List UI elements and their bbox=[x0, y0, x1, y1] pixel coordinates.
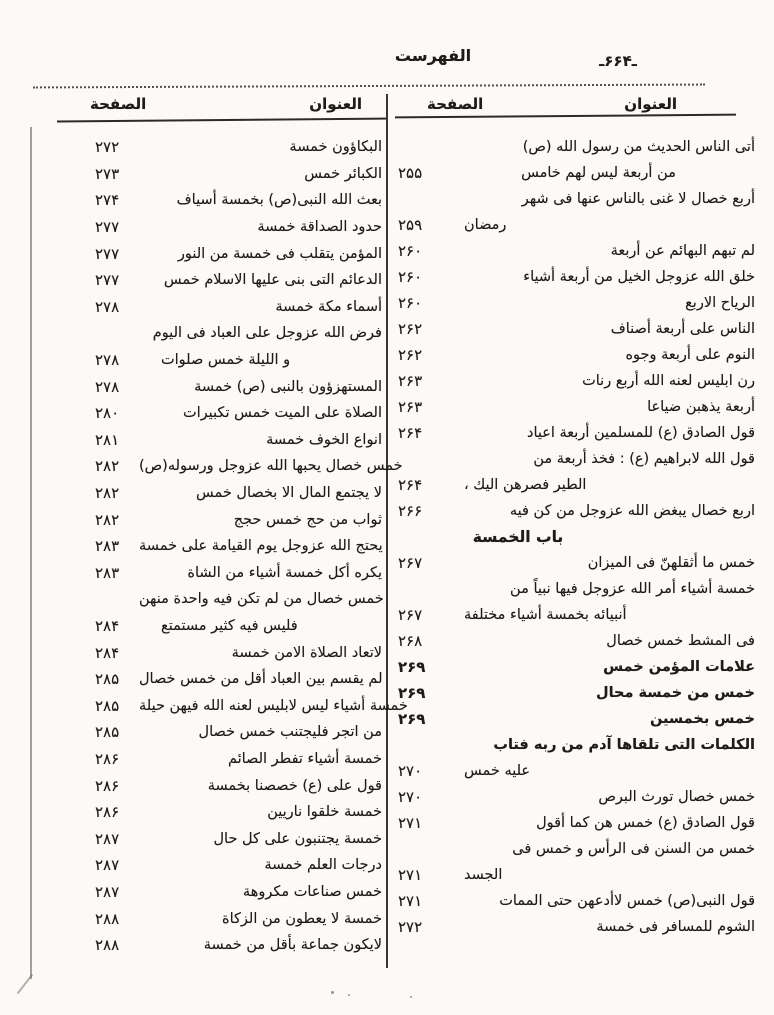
index-row bbox=[393, 498, 763, 524]
index-row bbox=[38, 187, 388, 214]
left-margin-hook-mark bbox=[17, 974, 33, 994]
index-row bbox=[38, 825, 388, 852]
row-page-number: ۲۶۰ bbox=[398, 268, 423, 286]
row-title: عليه خمس bbox=[464, 763, 531, 779]
row-title: رن ابليس لعنه الله أربع رنات bbox=[582, 373, 755, 389]
row-title: خمسة أشياء ليس لابليس لعنه الله فيهن حيلة bbox=[139, 697, 408, 714]
row-title: من اتجر فليجتنب خمس خصال bbox=[198, 724, 382, 741]
row-title: يحتج الله عزوجل يوم القيامة على خمسة bbox=[139, 538, 383, 555]
index-row bbox=[393, 368, 763, 394]
row-title: درجات العلم خمسة bbox=[264, 857, 382, 874]
row-title: قول الله لابراهيم (ع) : فخذ أربعة من bbox=[533, 451, 755, 467]
index-row bbox=[38, 560, 388, 587]
rows-container bbox=[38, 118, 408, 958]
index-row bbox=[393, 472, 763, 498]
index-row bbox=[393, 810, 763, 836]
index-row bbox=[393, 186, 763, 212]
row-title: لايكون جماعة بأقل من خمسة bbox=[203, 937, 382, 954]
index-row bbox=[393, 862, 763, 888]
row-page-number: ۲۶۳ bbox=[398, 372, 423, 390]
row-title: ثواب من حج خمس حجج bbox=[233, 511, 382, 528]
row-page-number: ۲۶۰ bbox=[398, 294, 423, 312]
row-page-number: ۲۶۹ bbox=[398, 684, 426, 702]
index-row bbox=[38, 613, 388, 640]
index-row bbox=[393, 212, 763, 238]
index-row bbox=[393, 732, 763, 758]
row-page-number: ۲۸۵ bbox=[95, 723, 120, 742]
row-title: خمس خصال من لم تكن فيه واحدة منهن bbox=[139, 591, 384, 608]
row-page-number: ۲۷۲ bbox=[95, 138, 120, 157]
column-header bbox=[393, 90, 763, 118]
index-column-left bbox=[38, 90, 408, 958]
row-page-number: ۲۷۸ bbox=[95, 351, 120, 370]
row-title: البكاؤون خمسة bbox=[289, 139, 382, 156]
index-row bbox=[38, 427, 388, 454]
row-title: لم تبهم البهائم عن أربعة bbox=[610, 243, 755, 259]
index-row bbox=[38, 533, 388, 560]
index-row bbox=[393, 342, 763, 368]
row-title: فرض الله عزوجل على العباد فى اليوم bbox=[152, 325, 382, 342]
row-page-number: ۲۵۹ bbox=[398, 216, 423, 234]
row-page-number: ۲۸۶ bbox=[95, 776, 120, 795]
row-page-number: ۲۷۳ bbox=[95, 164, 120, 183]
index-title: الفهرست bbox=[394, 46, 472, 65]
row-page-number: ۲۷۲ bbox=[398, 918, 423, 936]
row-title: أربعة يذهبن ضياعا bbox=[647, 399, 755, 415]
index-row bbox=[38, 692, 408, 719]
row-page-number: ۲۷۰ bbox=[398, 788, 423, 806]
row-page-number: ۲۷۷ bbox=[95, 218, 120, 237]
row-page-number: ۲۸۷ bbox=[95, 856, 120, 875]
row-title: فى المشط خمس خصال bbox=[606, 633, 755, 649]
row-page-number: ۲۶۷ bbox=[398, 606, 423, 624]
row-title: و الليلة خمس صلوات bbox=[161, 352, 291, 369]
row-title: أسماء مكة خمسة bbox=[275, 298, 382, 315]
index-row bbox=[393, 264, 763, 290]
row-page-number: ۲۶۴ bbox=[398, 424, 423, 442]
row-title: المستهزؤون بالنبى (ص) خمسة bbox=[194, 378, 382, 395]
row-page-number: ۲۸۷ bbox=[95, 882, 120, 901]
index-row bbox=[393, 446, 763, 472]
index-row bbox=[38, 480, 388, 507]
index-row bbox=[393, 914, 763, 940]
row-title: الدعائم التى بنى عليها الاسلام خمس bbox=[163, 272, 382, 289]
row-title: فليس فيه كثير مستمتع bbox=[161, 617, 298, 634]
left-margin-rule bbox=[30, 127, 32, 979]
row-page-number: ۲۷۱ bbox=[398, 814, 423, 832]
row-page-number: ۲۸۷ bbox=[95, 829, 120, 848]
index-row bbox=[393, 576, 763, 602]
row-page-number: ۲۶۹ bbox=[398, 710, 426, 728]
row-title: يكره أكل خمسة أشياء من الشاة bbox=[187, 564, 382, 581]
row-title: النوم على أربعة وجوه bbox=[625, 347, 755, 363]
row-page-number: ۲۷۴ bbox=[95, 191, 120, 210]
row-page-number: ۲۶۲ bbox=[398, 346, 423, 364]
row-title: أتى الناس الحديث من رسول الله (ص) bbox=[522, 139, 755, 155]
index-row bbox=[38, 799, 388, 826]
row-title: قول الصادق (ع) خمس هن كما أقول bbox=[536, 815, 755, 831]
row-title: قول على (ع) خصصنا بخمسة bbox=[207, 777, 382, 794]
index-row bbox=[38, 772, 388, 799]
index-row bbox=[38, 320, 388, 347]
row-title: الجسد bbox=[464, 867, 503, 883]
index-row bbox=[393, 654, 763, 680]
index-row bbox=[393, 628, 763, 654]
index-row bbox=[38, 852, 388, 879]
column-header-title: العنوان bbox=[624, 95, 677, 113]
index-row bbox=[38, 400, 388, 427]
index-row bbox=[393, 394, 763, 420]
row-title: المؤمن يتقلب فى خمسة من النور bbox=[177, 245, 382, 262]
row-title: الناس على أربعة أصناف bbox=[610, 321, 755, 337]
row-title: خمس خصال تورث البرص bbox=[598, 789, 755, 805]
row-title: لاتعاد الصلاة الامن خمسة bbox=[231, 644, 382, 661]
row-page-number: ۲۸۲ bbox=[95, 457, 120, 476]
row-title: علامات المؤمن خمس bbox=[603, 659, 755, 675]
row-page-number: ۲۸۵ bbox=[95, 696, 120, 715]
row-page-number: ۲۷۱ bbox=[398, 892, 423, 910]
row-title: انواع الخوف خمسة bbox=[266, 431, 382, 448]
row-title: خمس صناعات مكروهة bbox=[242, 883, 382, 900]
row-title: الكبائر خمس bbox=[304, 165, 382, 182]
row-page-number: ۲۸۶ bbox=[95, 749, 120, 768]
row-page-number: ۲۷۸ bbox=[95, 377, 120, 396]
row-title: الصلاة على الميت خمس تكبيرات bbox=[183, 405, 382, 422]
row-page-number: ۲۸۰ bbox=[95, 404, 120, 423]
row-page-number: ۲۸۳ bbox=[95, 537, 120, 556]
dotted-rule bbox=[33, 84, 705, 89]
row-page-number: ۲۸۱ bbox=[95, 430, 120, 449]
index-row bbox=[38, 666, 388, 693]
index-row bbox=[393, 706, 763, 732]
index-row bbox=[393, 602, 763, 628]
index-row bbox=[38, 453, 403, 480]
row-title: خمسة أشياء تفطر الصائم bbox=[227, 750, 382, 767]
row-title: لم يقسم بين العباد أقل من خمس خصال bbox=[139, 671, 383, 688]
row-title: حدود الصداقة خمسة bbox=[257, 219, 382, 236]
index-row bbox=[38, 373, 388, 400]
row-title: قول النبى(ص) خمس لاأدعهن حتى الممات bbox=[499, 893, 755, 909]
index-row bbox=[393, 238, 763, 264]
index-row bbox=[393, 888, 763, 914]
row-page-number: ۲۸۵ bbox=[95, 670, 120, 689]
page-number: ـ۶۶۴ـ bbox=[599, 52, 637, 70]
index-row bbox=[38, 134, 388, 161]
paper-speck bbox=[410, 996, 412, 998]
index-row bbox=[38, 161, 388, 188]
row-title: أنبيائه بخمسة أشياء مختلفة bbox=[464, 607, 627, 623]
index-row bbox=[38, 719, 388, 746]
index-row bbox=[38, 214, 388, 241]
row-title: خمس من خمسة محال bbox=[595, 685, 755, 701]
row-title: قول الصادق (ع) للمسلمين أربعة اعياد bbox=[526, 425, 755, 441]
row-title: الكلمات التى تلقاها آدم من ربه فتاب bbox=[493, 737, 755, 753]
row-title: لا يجتمع المال الا بخصال خمس bbox=[195, 485, 382, 502]
index-row bbox=[393, 680, 763, 706]
row-title: الشوم للمسافر فى خمسة bbox=[596, 919, 755, 935]
index-row bbox=[38, 506, 388, 533]
row-title: اربع خصال يبغض الله عزوجل من كن فيه bbox=[509, 503, 755, 519]
section-heading-row bbox=[393, 524, 763, 550]
section-heading: باب الخمسة bbox=[472, 528, 564, 546]
row-page-number: ۲۸۳ bbox=[95, 563, 120, 582]
row-page-number: ۲۷۷ bbox=[95, 244, 120, 263]
row-page-number: ۲۸۶ bbox=[95, 803, 120, 822]
index-row bbox=[393, 316, 763, 342]
column-header-page: الصفحة bbox=[90, 95, 147, 113]
index-row bbox=[393, 784, 763, 810]
index-row bbox=[393, 134, 763, 160]
row-title: أربع خصال لا غنى بالناس عنها فى شهر bbox=[521, 191, 755, 207]
row-title: خمسة لا يعطون من الزكاة bbox=[222, 910, 382, 927]
column-header bbox=[38, 90, 388, 118]
row-page-number: ۲۶۶ bbox=[398, 502, 423, 520]
row-page-number: ۲۶۲ bbox=[398, 320, 423, 338]
index-row bbox=[38, 267, 388, 294]
row-page-number: ۲۸۸ bbox=[95, 936, 120, 955]
index-row bbox=[393, 550, 763, 576]
index-row bbox=[38, 294, 388, 321]
index-row bbox=[38, 746, 388, 773]
row-page-number: ۲۸۲ bbox=[95, 484, 120, 503]
row-title: خمس من السنن فى الرأس و خمس فى bbox=[512, 841, 755, 857]
row-title: خمس خصال يحبها الله عزوجل ورسوله(ص) bbox=[139, 458, 403, 475]
index-row bbox=[393, 420, 763, 446]
row-page-number: ۲۶۳ bbox=[398, 398, 423, 416]
row-page-number: ۲۷۱ bbox=[398, 866, 423, 884]
row-page-number: ۲۷۰ bbox=[398, 762, 423, 780]
row-page-number: ۲۶۰ bbox=[398, 242, 423, 260]
row-title: خمسة أشياء أمر الله عزوجل فيها نبياً من bbox=[510, 581, 755, 597]
row-page-number: ۲۸۸ bbox=[95, 909, 120, 928]
row-title: الطير فصرهن اليك ، bbox=[464, 477, 587, 493]
row-page-number: ۲۸۲ bbox=[95, 510, 120, 529]
row-page-number: ۲۷۷ bbox=[95, 271, 120, 290]
index-row bbox=[38, 240, 388, 267]
index-row bbox=[38, 879, 388, 906]
row-page-number: ۲۸۴ bbox=[95, 643, 120, 662]
index-column-right bbox=[393, 90, 763, 940]
row-title: خمسة يجتنبون على كل حال bbox=[213, 830, 382, 847]
row-title: من أربعة ليس لهم خامس bbox=[521, 165, 676, 181]
row-page-number: ۲۶۴ bbox=[398, 476, 423, 494]
row-page-number: ۲۵۵ bbox=[398, 164, 423, 182]
index-row bbox=[38, 639, 388, 666]
row-title: خمسة خلقوا ناريين bbox=[267, 804, 382, 821]
paper-speck bbox=[331, 991, 334, 994]
index-row bbox=[393, 160, 763, 186]
index-row bbox=[38, 905, 388, 932]
row-title: خلق الله عزوجل الخيل من أربعة أشياء bbox=[523, 269, 755, 285]
column-header-page: الصفحة bbox=[427, 95, 484, 113]
row-title: رمضان bbox=[464, 217, 507, 233]
row-title: خمس ما أثقلهنّ فى الميزان bbox=[587, 555, 755, 571]
index-row bbox=[393, 290, 763, 316]
column-header-title: العنوان bbox=[309, 95, 362, 113]
row-title: خمس بخمسين bbox=[649, 711, 755, 727]
row-page-number: ۲۶۸ bbox=[398, 632, 423, 650]
row-page-number: ۲۷۸ bbox=[95, 297, 120, 316]
index-row bbox=[393, 836, 763, 862]
index-row bbox=[38, 586, 388, 613]
row-title: الرياح الاربع bbox=[685, 295, 755, 311]
rows-container bbox=[393, 118, 763, 940]
paper-speck bbox=[348, 994, 350, 996]
index-row bbox=[393, 758, 763, 784]
row-page-number: ۲۶۷ bbox=[398, 554, 423, 572]
index-row bbox=[38, 932, 388, 959]
row-title: بعث الله النبى(ص) بخمسة أسياف bbox=[176, 192, 382, 209]
row-page-number: ۲۸۴ bbox=[95, 616, 120, 635]
index-row bbox=[38, 347, 388, 374]
row-page-number: ۲۶۹ bbox=[398, 658, 426, 676]
